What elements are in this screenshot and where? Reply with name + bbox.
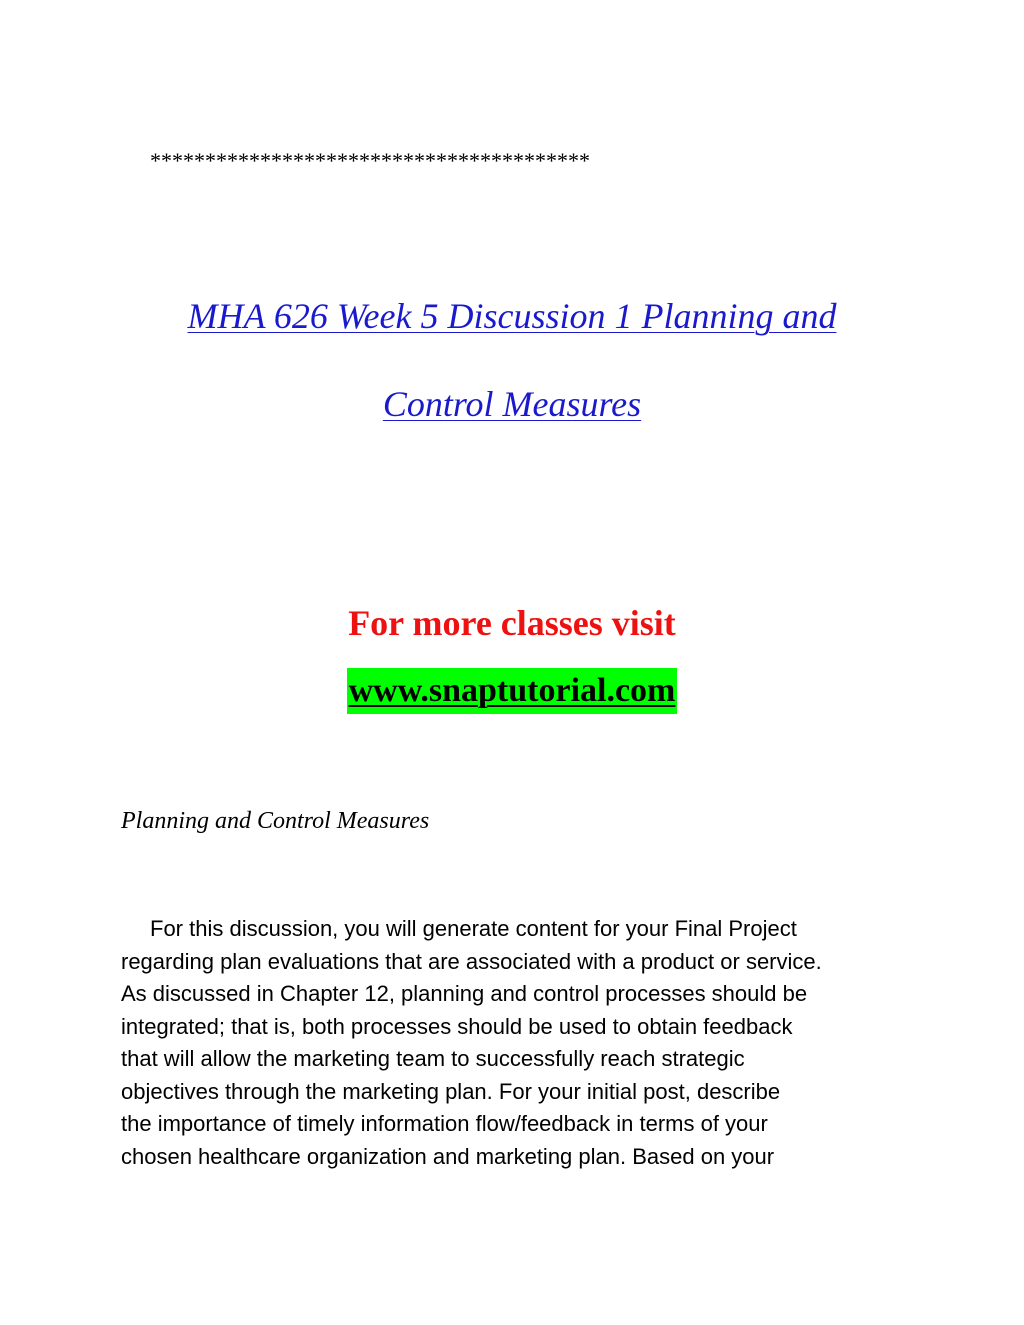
body-line: For this discussion, you will generate content for your Final Project [150, 916, 797, 941]
separator-stars: **************************************** [150, 148, 590, 173]
document-title-line-2 [0, 382, 1024, 426]
body-line: regarding plan evaluations that are associated with a product or service. [121, 948, 822, 974]
body-line: integrated; that is, both processes should be used to obtain feedback [121, 1013, 793, 1039]
body-line: that will allow the marketing team to successfully reach strategic [121, 1046, 745, 1071]
section-subheading: Planning and Control Measures [121, 808, 430, 834]
title-link-line-2[interactable]: Control Measures [382, 384, 642, 424]
visit-heading: For more classes visit [348, 603, 676, 643]
site-link[interactable]: www.snaptutorial.com [347, 668, 678, 714]
body-line: As discussed in Chapter 12, planning and control processes should be [121, 981, 808, 1006]
body-paragraph [121, 913, 921, 1173]
body-line: objectives through the marketing plan. For your initial post, describe [121, 1078, 781, 1104]
document-title-line-1 [0, 294, 1024, 338]
body-line: chosen healthcare organization and marketing plan. Based on your [121, 1143, 775, 1169]
title-link-line-1[interactable]: MHA 626 Week 5 Discussion 1 Planning and [187, 296, 837, 336]
body-line: the importance of timely information flow/feedback in terms of your [121, 1111, 768, 1136]
site-link-wrapper [0, 668, 1024, 714]
